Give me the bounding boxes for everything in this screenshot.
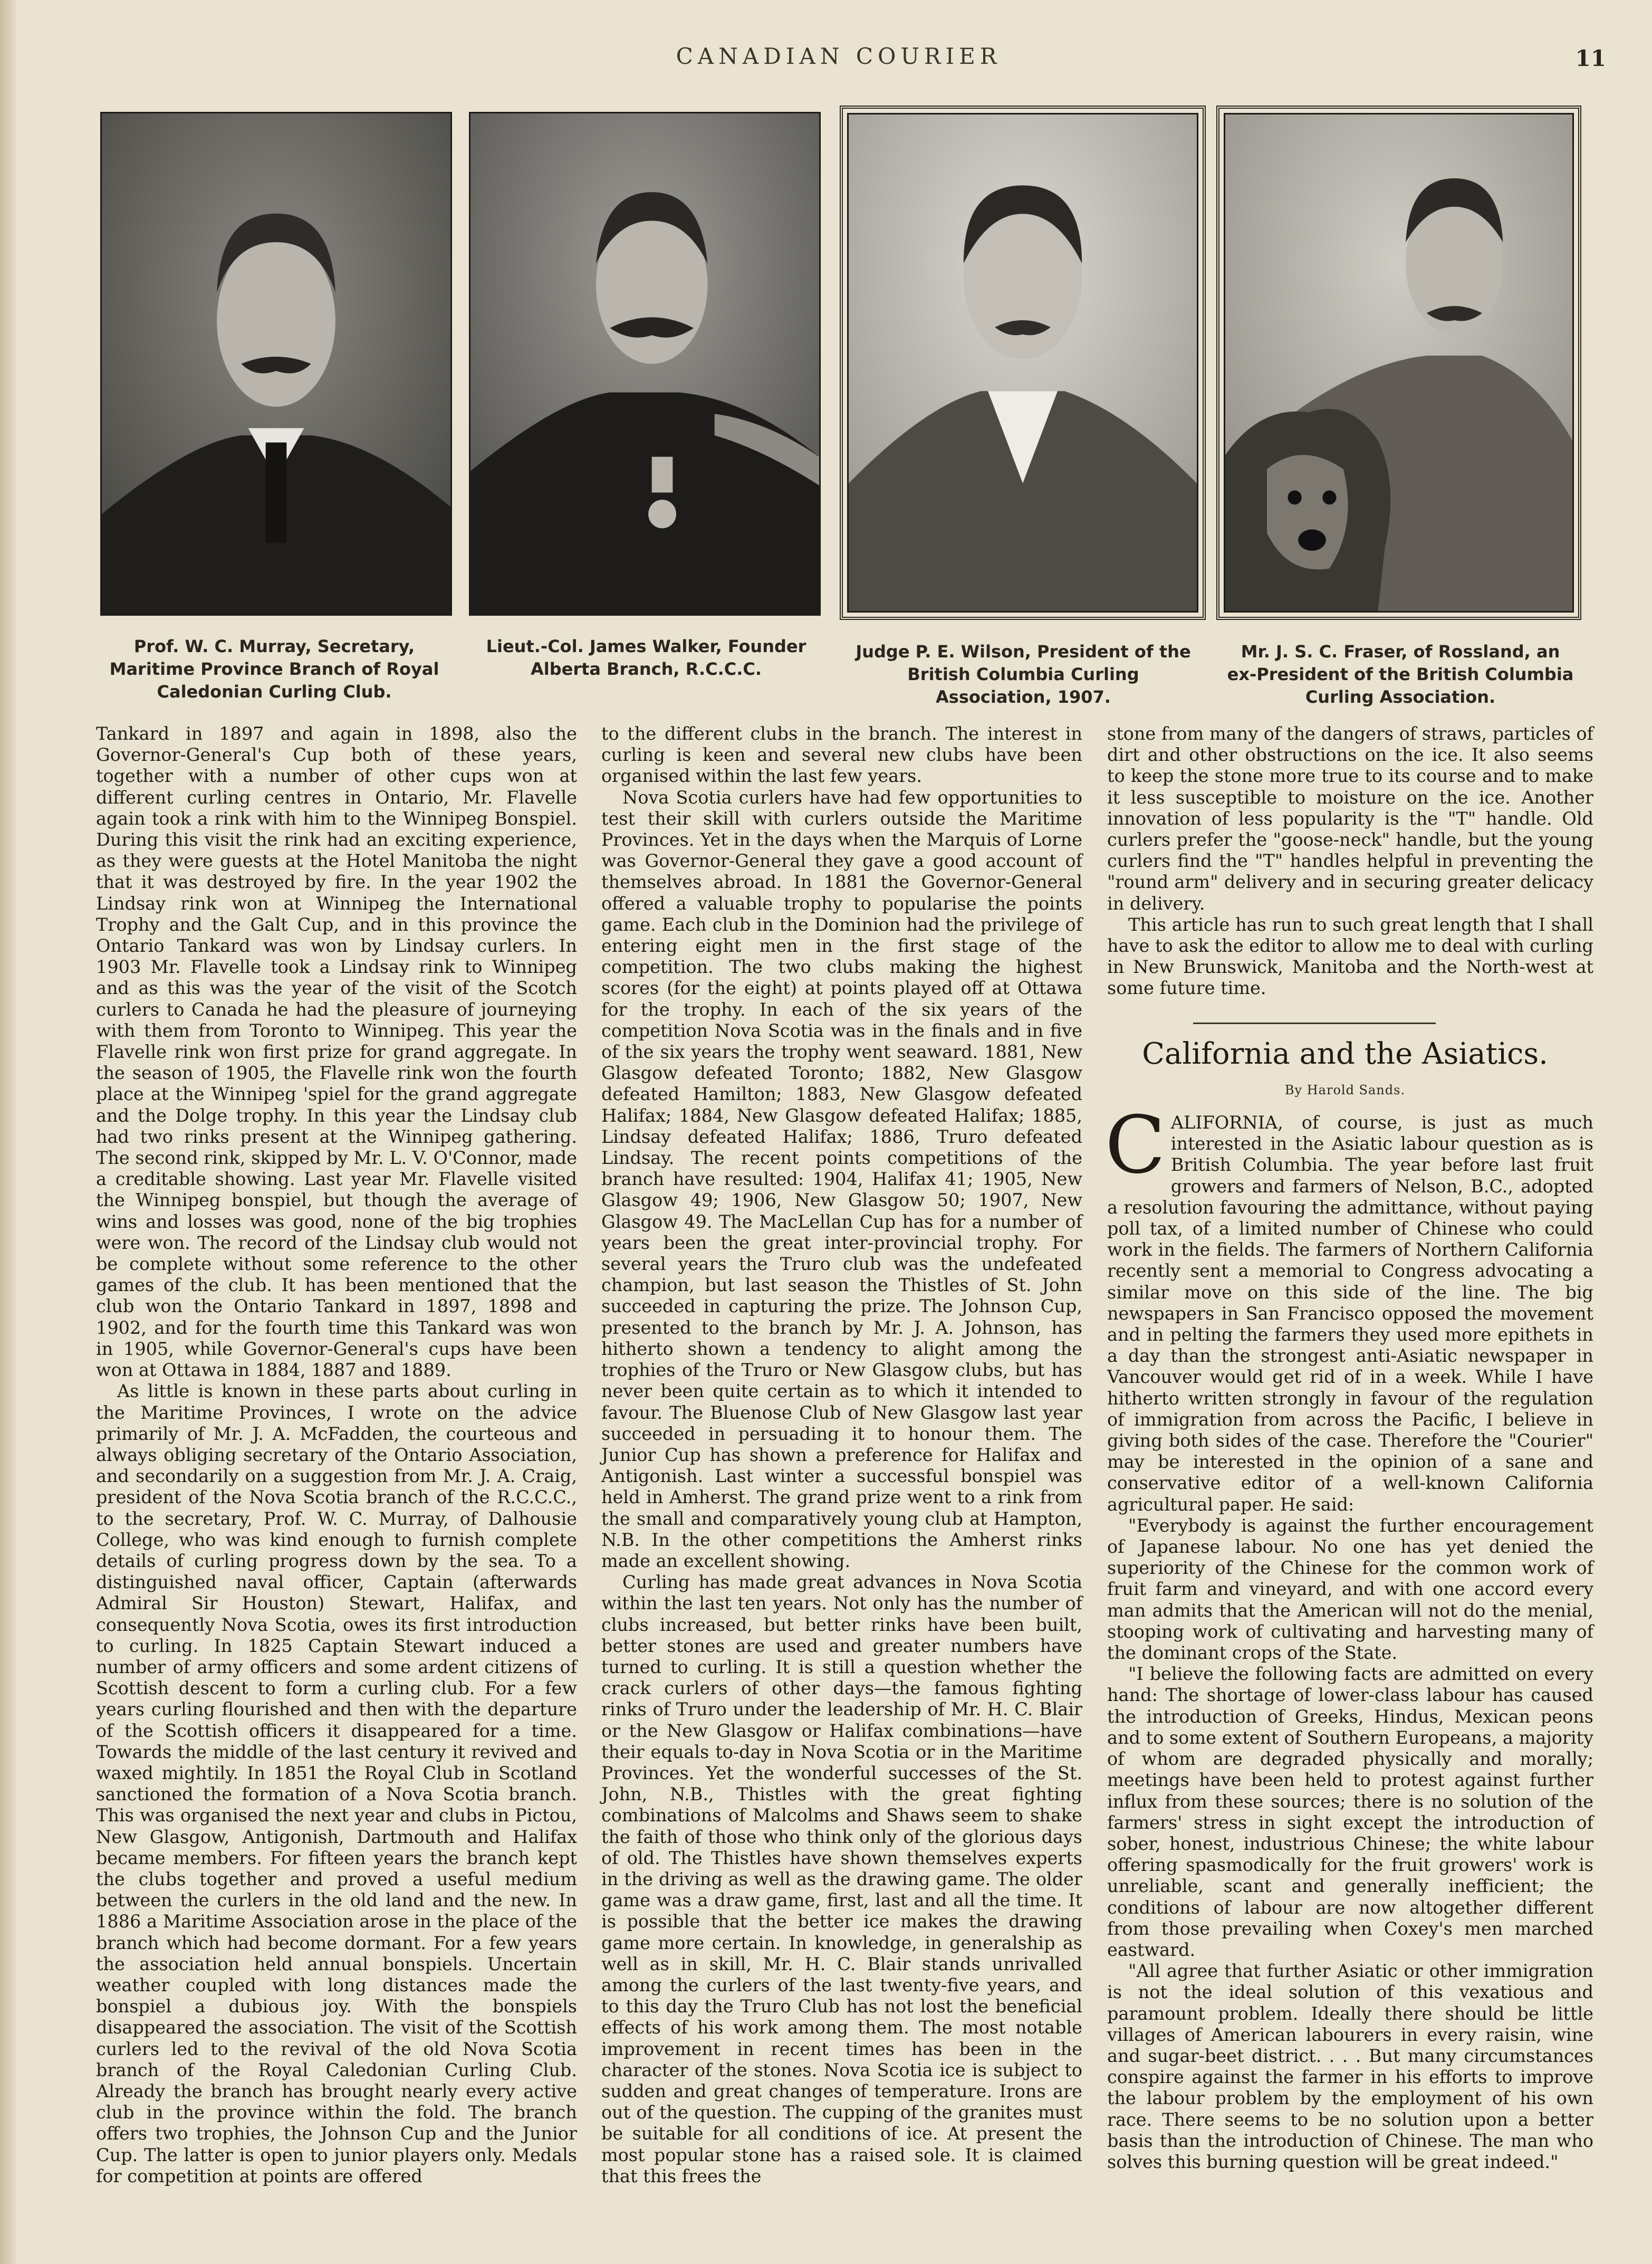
drop-cap: C — [1105, 1100, 1166, 1191]
portrait-caption-murray: Prof. W. C. Murray, Secretary, Maritime Province Branch of Royal Caledonian Curling Club. — [109, 636, 439, 702]
article-title: California and the Asiatics. — [1142, 1037, 1548, 1071]
paragraph: to the different clubs in the branch. The interest in curling is keen and several new clubs have been organised within the last few years. — [601, 723, 1082, 787]
paragraph: stone from many of the dangers of straws, particles of dirt and other obstructions on the ice. It also seems to keep the stone more true to its course and to make it less susceptible to moisture on the ice. Another innovation of less popularity is the "T" handle. Old curlers prefer the "goose-neck" handle, but the young curlers find the "T" handles helpful in preventing the "round arm" delivery and in securing greater delicacy in delivery. — [1107, 723, 1593, 914]
portrait-caption-wilson: Judge P. E. Wilson, President of the British Columbia Curling Association, 1907. — [856, 642, 1191, 707]
paragraph: Curling has made great advances in Nova Scotia within the last ten years. Not only has the number of clubs increased, but better rinks have been built, better stones are used and greater numbers have turned to curling. It is still a question whether the crack curlers of other days—the famous fighting rinks of Truro under the leadership of Mr. H. C. Blair or the New Glasgow or Halifax combinations—have their equals to-day in Nova Scotia or in the Maritime Provinces. Yet the wonderful successes of the St. John, N.B., Thistles with the great fighting combinations of Malcolms and Shaws seem to shake the faith of those who think only of the glorious days of old. The Thistles have shown themselves experts in the driving as well as the drawing game. The older game was a draw game, first, last and all the time. It is possible that the better ice makes the drawing game more certain. In knowledge, in generalship as well as in skill, Mr. H. C. Blair stands unrivalled among the curlers of the last twenty-five years, and to this day the Truro Club has not lost the beneficial effects of his work among them. The most notable improvement in recent times has been in the character of the stones. Nova Scotia ice is subject to sudden and great changes of temperature. Irons are out of the question. The cupping of the granites must be suitable for all conditions of ice. At present the most popular stone has a raised sole. It is claimed that this frees the — [601, 1572, 1082, 2186]
page-number: 11 — [1575, 45, 1606, 71]
text-column-3 — [1107, 723, 1593, 999]
lead-text: ALIFORNIA, of course, is just as much interested in the Asiatic labour question as is British Columbia. The year before last fruit growers and farmers of Nelson, B.C., adopted a resolution favouring the admittance, without paying poll tax, of a limited number of Chinese who could work in the fields. The farmers of Northern California recently sent a memorial to Congress advocating a similar move on this side of the line. The big newspapers in San Francisco opposed the movement and in pelting the farmers they used more epithets in a day than the strongest anti-Asiatic newspaper in Vancouver would get rid of in a week. While I have hitherto written strongly in favour of the regulation of immigration from across the Pacific, I believe in giving both sides of the case. Therefore the "Courier" may be interested in the opinion of a sane and conservative editor of a well-known California agricultural paper. He said: — [1107, 1112, 1593, 1515]
portrait-photo-wilson — [847, 113, 1198, 613]
article-lead-paragraph — [1105, 1100, 1593, 1515]
paragraph: This article has run to such great length that I shall have to ask the editor to allow me to deal with curling in New Brunswick, Manitoba and the North-west at some future time. — [1107, 914, 1593, 999]
portrait-photo-fraser — [1224, 113, 1574, 613]
portrait-photo-murray — [100, 112, 452, 616]
page-spine-shadow — [0, 0, 16, 2264]
portrait-photo-walker — [469, 112, 821, 616]
paragraph: Nova Scotia curlers have had few opportunities to test their skill with curlers outside the Maritime Provinces. Yet in the days when the Marquis of Lorne was Governor-General they gave a good account of themselves abroad. In 1881 the Governor-General offered a valuable trophy to popularise the points game. Each club in the Dominion had the privilege of entering eight men in the first stage of the competition. The two clubs making the highest scores (for the eight) at points played off at Ottawa for the trophy. In each of the six years of the competition Nova Scotia was in the finals and in five of the six years the trophy went seaward. 1881, New Glasgow defeated Toronto; 1882, New Glasgow defeated Hamilton; 1883, New Glasgow defeated Halifax; 1884, New Glasgow defeated Halifax; 1885, Lindsay defeated Halifax; 1886, Truro defeated Lindsay. The recent points competitions of the branch have resulted: 1904, Halifax 41; 1905, New Glasgow 49; 1906, New Glasgow 50; 1907, New Glasgow 49. The MacLellan Cup has for a number of years been the great inter-provincial trophy. For several years the Truro club was the undefeated champion, but last season the Thistles of St. John succeeded in capturing the prize. The Johnson Cup, presented to the branch by Mr. J. A. Johnson, has hitherto shown a tendency to alight among the trophies of the Truro or New Glasgow clubs, but has never been quite certain as to which it intended to favour. The Bluenose Club of New Glasgow last year succeeded in persuading it to honour them. The Junior Cup has shown a preference for Halifax and Antigonish. Last winter a successful bonspiel was held in Amherst. The grand prize went to a rink from the small and comparatively young club at Hampton, N.B. In the other competitions the Amherst rinks made an excellent showing. — [601, 787, 1082, 1571]
paragraph: As little is known in these parts about curling in the Maritime Provinces, I wrote on the advice primarily of Mr. J. A. McFadden, the courteous and always obliging secretary of the Ontario Association, and secondarily on a suggestion from Mr. J. A. Craig, president of the Nova Scotia branch of the R.C.C.C., to the secretary, Prof. W. C. Murray, of Dalhousie College, who was kind enough to furnish complete details of curling progress down by the sea. To a distinguished naval officer, Captain (afterwards Admiral Sir Houston) Stewart, Halifax, and consequently Nova Scotia, owes its first introduction to curling. In 1825 Captain Stewart induced a number of army officers and some ardent citizens of Scottish descent to form a curling club. For a few years curling flourished and then with the departure of the Scottish officers it disappeared for a time. Towards the middle of the last century it revived and waxed mightily. In 1851 the Royal Club in Scotland sanctioned the formation of a Nova Scotia branch. This was organised the next year and clubs in Pictou, New Glasgow, Antigonish, Dartmouth and Halifax became members. For fifteen years the branch kept the clubs together and proved a useful medium between the curlers in the old land and the new. In 1886 a Maritime Association arose in the place of the branch which had become dormant. For a few years the association held annual bonspiels. Uncertain weather coupled with long distances made the bonspiel a dubious joy. With the bonspiels disappeared the association. The visit of the Scottish curlers led to the revival of the old Nova Scotia branch of the Royal Caledonian Curling Club. Already the branch has brought nearly every active club in the province within the fold. The branch offers two trophies, the Johnson Cup and the Junior Cup. The latter is open to junior players only. Medals for competition at points are offered — [96, 1381, 577, 2186]
paragraph: Tankard in 1897 and again in 1898, also the Governor-General's Cup both of these years, together with a number of other cups won at different curling centres in Ontario, Mr. Flavelle again took a rink with him to the Winnipeg Bonspiel. During this visit the rink had an exciting experience, as they were guests at the Hotel Manitoba the night that it was destroyed by fire. In the year 1902 the Lindsay rink won at Winnipeg the International Trophy and the Galt Cup, and in this province the Ontario Tankard was won by Lindsay curlers. In 1903 Mr. Flavelle took a Lindsay rink to Winnipeg and as this was the year of the visit of the Scotch curlers to Canada he had the pleasure of journeying with them from Toronto to Winnipeg. This year the Flavelle rink won first prize for grand aggregate. In the season of 1905, the Flavelle rink won the fourth place at the Winnipeg 'spiel for the grand aggregate and the Dolge trophy. In this year the Lindsay club had two rinks present at the Winnipeg gathering. The second rink, skipped by Mr. L. V. O'Connor, made a creditable showing. Last year Mr. Flavelle visited the Winnipeg bonspiel, but though the average of wins and losses was good, none of the big trophies were won. The record of the Lindsay club would not be complete without some reference to the other games of the club. It has been mentioned that the club won the Ontario Tankard in 1897, 1898 and 1902, and for the fourth time this Tankard was won in 1905, while Governor-General's cups have been won at Ottawa in 1884, 1887 and 1889. — [96, 723, 577, 1381]
running-header: CANADIAN COURIER — [676, 43, 1002, 69]
article-byline: By Harold Sands. — [1284, 1083, 1406, 1097]
text-column-1 — [96, 723, 577, 2187]
section-divider — [1193, 1023, 1436, 1024]
text-column-2 — [601, 723, 1082, 2187]
paragraph: "All agree that further Asiatic or other immigration is not the ideal solution of this vexatious and paramount problem. Ideally there should be little villages of American labourers in every raisin, wine and sugar-beet district. . . . But many circumstances conspire against the farmer in his efforts to improve the labour problem by the employment of his own race. There seems to be no solution upon a better basis than the introduction of Chinese. The man who solves this burning question will be great indeed." — [1107, 1961, 1593, 2172]
paragraph: "Everybody is against the further encouragement of Japanese labour. No one has yet denied the superiority of the Chinese for the common work of fruit farm and vineyard, and with one accord every man admits that the American will not do the menial, stooping work of cultivating and harvesting many of the dominant crops of the State. — [1107, 1515, 1593, 1664]
portrait-caption-fraser: Mr. J. S. C. Fraser, of Rossland, an ex-President of the British Columbia Curling Association. — [1227, 642, 1574, 707]
portrait-caption-walker: Lieut.-Col. James Walker, Founder Alberta Branch, R.C.C.C. — [486, 636, 806, 679]
article-body — [1105, 1100, 1593, 2173]
paragraph: "I believe the following facts are admitted on every hand: The shortage of lower-class labour has caused the introduction of Greeks, Hindus, Mexican peons and to some extent of Southern Europeans, a majority of whom are degraded physically and morally; meetings have been held to protest against further influx from these sources; there is no solution of the farmers' stress in sight except the introduction of sober, honest, industrious Chinese; the white labour offering spasmodically for the fruit growers' work is unreliable, scant and generally inefficient; the conditions of labour are now altogether different from those prevailing when Coxey's men marched eastward. — [1107, 1664, 1593, 1960]
